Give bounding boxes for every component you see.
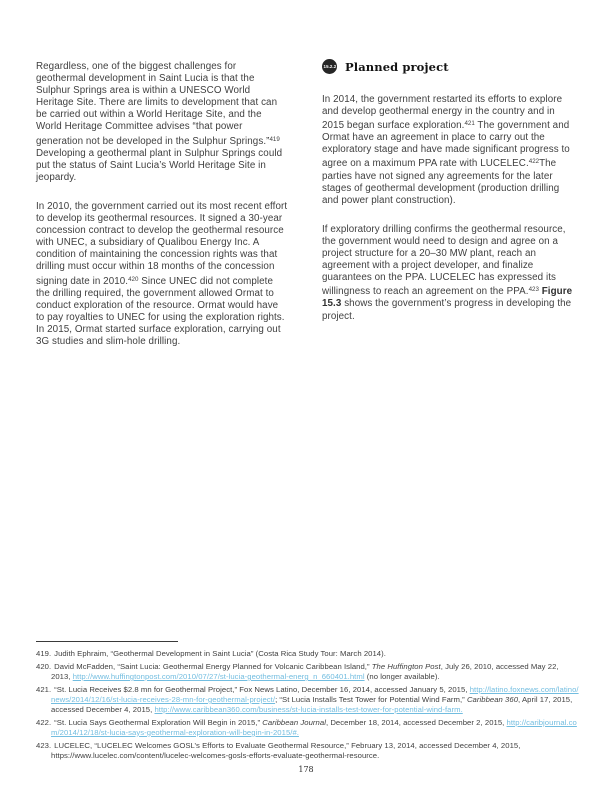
section-title: Planned project [345, 59, 449, 74]
footnote [36, 718, 579, 738]
footnote-number: 423. [36, 741, 52, 750]
text-run: , April 17, 2015, accessed December 4, 2015, [51, 695, 573, 714]
hyperlink[interactable]: http://latino.foxnews.com/latino/news/2014/12/16/st-lucia-receives-28-mn-for-geothermal-project/ [51, 685, 579, 704]
text-run: ; “St Lucia Installs Test Tower for Potential Wind Farm,” [275, 695, 467, 704]
text-run: The government and Ormat have an agreement in place to carry out the exploratory stage and have made significant progress to agree on a maximum PPA rate with LUCELEC. [322, 120, 570, 170]
footnote-number: 422. [36, 718, 52, 727]
right-column [322, 59, 578, 340]
section-number-label: 15.2.2 [323, 64, 336, 69]
text-run: In 2010, the government carried out its most recent effort to develop its geothermal resources. It signed a 30-year concession contract to develop the geothermal resource with UNEC, a subsidiary of Qualibou Energy Inc. A condition of maintaining the concession rights was that drilling must occur within 18 months of the concession signing date in 2010. [36, 200, 288, 287]
text-run: If exploratory drilling confirms the geothermal resource, the government would need to design and agree on a project structure for a 20–30 MW plant, reach an agreement with a project developer, and finalize guarantees on the PPA. LUCELEC has expressed its willingness to reach an agreement on the PPA. [322, 223, 566, 298]
footnote [36, 741, 579, 761]
text-run: LUCELEC, “LUCELEC Welcomes GOSL’s Efforts to Evaluate Geothermal Resource,” February 13, 2014, accessed December 4, 2015, https://www.lucelec.com/content/lucelec-welcomes-gosls-efforts-evaluate-geothermal-resource. [51, 741, 521, 760]
footnote-ref: 420 [128, 275, 139, 283]
text-run: Caribbean 360 [466, 695, 519, 704]
footnote-number: 421. [36, 685, 52, 695]
footnote-ref: 422 [528, 158, 540, 166]
footnote-divider [36, 641, 178, 642]
footnote-number: 420. [36, 662, 52, 672]
footnote-text [51, 662, 559, 681]
text-run: “St. Lucia Receives $2.8 mn for Geothermal Project,” Fox News Latino, December 16, 2014, accessed January 5, 2015, [54, 685, 470, 695]
left-paragraph-list [36, 61, 288, 348]
hyperlink[interactable]: http://caribjournal.com/2014/12/18/st-lucia-says-geothermal-exploration-will-begin-in-2015/#. [51, 718, 577, 737]
text-run: Figure 15.3 [322, 286, 573, 310]
body-paragraph [322, 94, 578, 207]
text-run: The parties have not signed any agreements for the later stages of geothermal development (production drilling and power plant construction). [322, 158, 560, 206]
text-run: Developing a geothermal plant in Sulphur Springs could put the status of Saint Lucia’s World Heritage Site in jeopardy. [36, 147, 283, 183]
body-paragraph [36, 201, 288, 348]
footnote-ref: 423 [528, 286, 539, 294]
text-run: Judith Ephraim, “Geothermal Development in Saint Lucia” (Costa Rica Study Tour: March 2014). [54, 649, 386, 658]
footnotes-section [36, 641, 579, 764]
footnote [36, 685, 579, 715]
footnote-ref: 421 [464, 120, 475, 128]
footnote-ref: 419 [269, 135, 280, 143]
text-run: , December 18, 2014, accessed December 2, 2015, [325, 718, 507, 727]
hyperlink[interactable]: http://www.caribbean360.com/business/st-lucia-installs-test-tower-for-potential-wind-farm. [154, 704, 463, 714]
section-header [322, 59, 578, 74]
footnote-text [51, 741, 520, 760]
text-run: (no longer available). [364, 672, 440, 681]
text-run: shows the government’s progress in developing the project. [322, 298, 572, 322]
left-column [36, 61, 288, 365]
footnote-text [51, 685, 579, 714]
body-paragraph [322, 224, 578, 323]
footnote-list [36, 649, 579, 761]
section-number-badge [322, 59, 337, 74]
text-run: “St. Lucia Says Geothermal Exploration Will Begin in 2015,” [54, 718, 263, 727]
footnote [36, 649, 579, 659]
text-run: Caribbean Journal [262, 718, 326, 727]
text-run: Regardless, one of the biggest challenges for geothermal development in Saint Lucia is that the Sulphur Springs area is within a UNESCO World Heritage Site. There are limits to development that can be carried out within a World Heritage Site, and the World Heritage Committee advises “that power generation not be developed in the Sulphur Springs.” [36, 61, 278, 147]
footnote [36, 662, 579, 682]
body-paragraph [36, 61, 288, 184]
footnote-text [51, 718, 577, 737]
text-run: David McFadden, “Saint Lucia: Geothermal Energy Planned for Volcanic Caribbean Island,” [54, 662, 372, 672]
hyperlink[interactable]: http://www.huffingtonpost.com/2010/07/27/st-lucia-geothermal-energ_n_660401.html [72, 672, 365, 681]
text-run: In 2014, the government restarted its efforts to explore and develop geothermal energy in the country and in 2015 began surface exploration. [322, 94, 563, 132]
footnote-text [54, 649, 386, 658]
right-paragraph-list [322, 94, 578, 323]
text-run: , July 26, 2010, accessed May 22, 2013, [51, 662, 559, 681]
page-number: 178 [298, 765, 314, 774]
footnote-number: 419. [36, 649, 52, 658]
text-run: The Huffington Post [371, 662, 441, 672]
text-run: Since UNEC did not complete the drilling required, the government allowed Ormat to conduct exploration of the resource. Ormat would have to pay royalties to UNEC for using the exploration rights. In 2015, Ormat started surface exploration, carrying out 3G studies and slim-hole drilling. [36, 275, 285, 347]
